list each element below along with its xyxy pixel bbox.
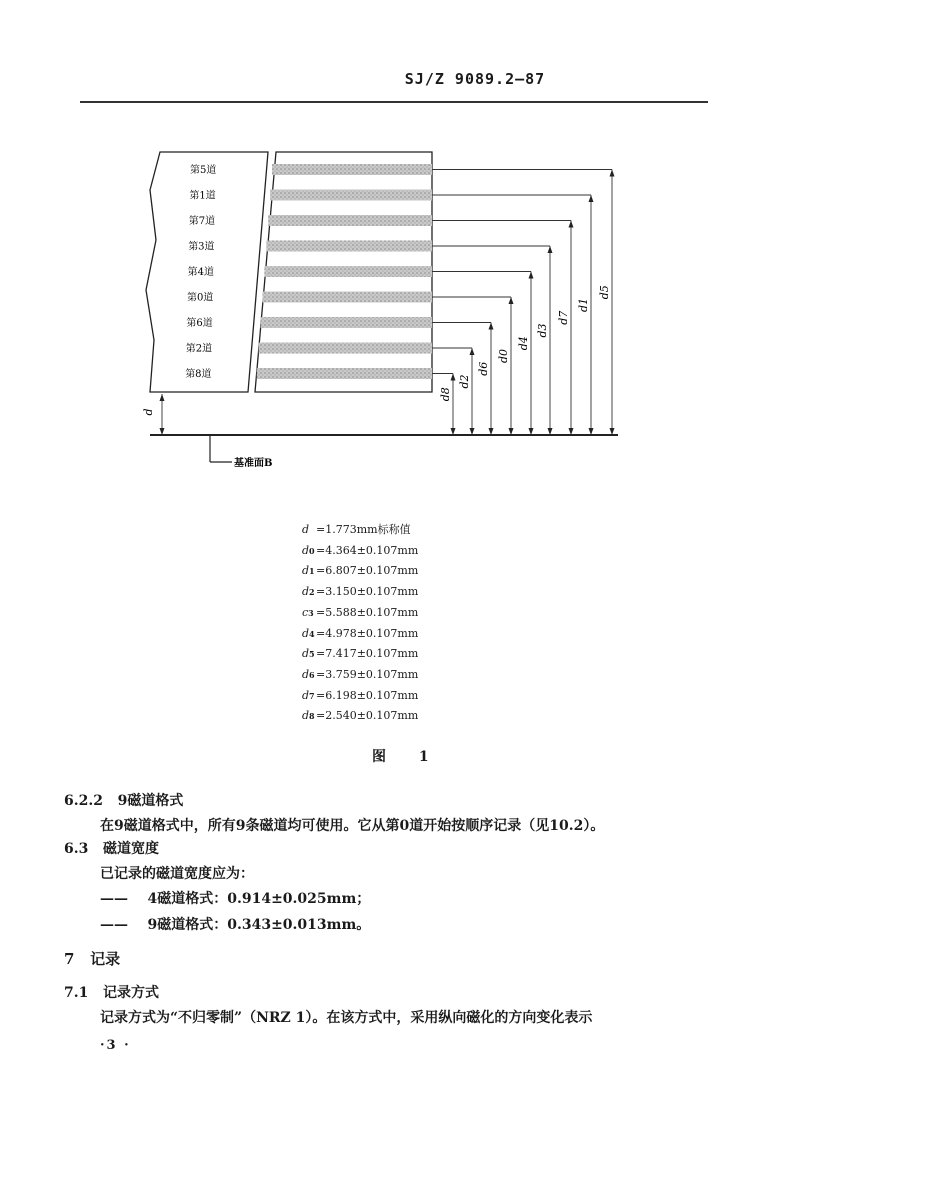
legend-symbol: d4 <box>302 626 315 640</box>
dimension-legend <box>302 520 418 727</box>
legend-value: =3.759±0.107mm <box>316 667 419 681</box>
arrow-down-icon <box>160 428 165 435</box>
track-label: 第1道 <box>189 190 216 202</box>
legend-subscript: 6 <box>309 669 315 680</box>
track-stripe <box>266 241 432 252</box>
legend-subscript: 8 <box>309 711 315 722</box>
legend-row <box>302 644 418 665</box>
track-stripe <box>257 368 432 379</box>
legend-symbol: d2 <box>302 585 315 599</box>
track-label: 第5道 <box>190 165 217 176</box>
legend-subscript: 4 <box>309 628 315 639</box>
list-dash: —— <box>100 917 128 933</box>
section-6-2-2-body: 在9磁道格式中，所有9条磁道均可使用。它从第0道开始按顺序记录（见10.2）。 <box>100 818 605 834</box>
legend-subscript: 7 <box>309 690 315 701</box>
track-stripe <box>272 164 432 175</box>
arrow-up-icon <box>529 272 534 279</box>
arrow-up-icon <box>589 195 594 202</box>
section-7-1-body: 记录方式为“不归零制”（NRZ 1）。在该方式中，采用纵向磁化的方向变化表示 <box>100 1010 593 1026</box>
section-7-1-heading <box>64 982 159 1002</box>
legend-value: =4.978±0.107mm <box>316 626 419 640</box>
arrow-down-icon <box>509 428 514 435</box>
track-stripe <box>264 266 432 277</box>
section-6-2-2-heading <box>64 790 183 810</box>
list-text: 4磁道格式：0.914±0.025mm； <box>147 891 371 907</box>
legend-value: =4.364±0.107mm <box>316 543 419 557</box>
legend-row <box>302 665 418 686</box>
arrow-up-icon <box>569 221 574 228</box>
page-number: ·3 · <box>100 1038 131 1053</box>
legend-symbol: c3 <box>302 605 314 619</box>
legend-symbol: d1 <box>302 564 315 578</box>
arrow-up-icon <box>548 246 553 253</box>
section-6-3-heading <box>64 838 159 858</box>
arrow-up-icon <box>470 348 475 355</box>
arrow-up-icon <box>489 323 494 330</box>
legend-value: =2.540±0.107mm <box>316 709 419 723</box>
legend-symbol: d <box>302 523 310 536</box>
track-stripe <box>259 343 432 354</box>
legend-row <box>302 603 418 624</box>
legend-value: =1.773mm标称值 <box>316 523 411 536</box>
arrow-down-icon <box>548 428 553 435</box>
list-item <box>100 888 370 908</box>
arrow-down-icon <box>529 428 534 435</box>
legend-subscript: 1 <box>309 566 315 577</box>
dimension-label: d7 <box>557 310 570 325</box>
dimension-label: d1 <box>577 297 590 313</box>
section-number: 6.3 <box>64 841 89 857</box>
track-stripe <box>261 317 432 328</box>
legend-value: =3.150±0.107mm <box>316 585 419 599</box>
track-label: 第4道 <box>187 267 214 278</box>
legend-row <box>302 706 418 727</box>
dimension-label: d0 <box>497 348 510 364</box>
document-header: SJ/Z 9089.2—87 <box>404 70 546 88</box>
track-label: 第6道 <box>186 318 213 329</box>
dimension-label: d2 <box>458 374 471 389</box>
arrow-down-icon <box>589 428 594 435</box>
d-label: d <box>142 408 155 416</box>
header-rule <box>80 101 708 103</box>
legend-symbol: d5 <box>302 647 315 661</box>
legend-symbol: d6 <box>302 667 315 681</box>
legend-symbol: d8 <box>302 709 315 723</box>
legend-row <box>302 520 418 541</box>
legend-value: =5.588±0.107mm <box>316 605 419 619</box>
section-title: 9磁道格式 <box>117 793 184 809</box>
legend-row <box>302 686 418 707</box>
arrow-down-icon <box>610 428 615 435</box>
legend-subscript: 2 <box>309 587 315 598</box>
legend-subscript: 3 <box>308 607 314 618</box>
legend-row <box>302 624 418 645</box>
section-7-heading <box>64 948 120 969</box>
section-number: 7.1 <box>64 985 89 1001</box>
tape-body <box>146 152 432 392</box>
arrow-down-icon <box>569 428 574 435</box>
track-label: 第7道 <box>188 216 216 227</box>
list-text: 9磁道格式：0.343±0.013mm。 <box>147 917 371 933</box>
legend-row <box>302 541 418 562</box>
dimension-label: d3 <box>536 323 549 338</box>
arrow-up-icon <box>509 297 514 304</box>
dimension-label: d8 <box>439 387 452 402</box>
legend-row <box>302 582 418 603</box>
track-label: 第0道 <box>187 292 214 304</box>
arrow-up-icon <box>451 374 456 381</box>
arrow-down-icon <box>451 428 456 435</box>
legend-subscript: 5 <box>309 649 315 660</box>
section-title: 记录 <box>90 950 121 968</box>
legend-symbol: d0 <box>302 543 315 557</box>
section-number: 6.2.2 <box>64 793 103 809</box>
arrow-down-icon <box>470 428 475 435</box>
section-title: 磁道宽度 <box>102 841 159 857</box>
track-stripe <box>270 190 432 201</box>
datum-label: 基准面B <box>234 458 273 469</box>
section-number: 7 <box>64 950 75 968</box>
section-6-3-intro: 已记录的磁道宽度应为： <box>100 866 254 882</box>
arrow-down-icon <box>489 428 494 435</box>
track-stripe <box>263 292 433 303</box>
track-stripe <box>268 215 432 226</box>
legend-subscript: 0 <box>309 545 315 556</box>
legend-value: =7.417±0.107mm <box>316 647 419 661</box>
track-diagram <box>0 140 640 490</box>
track-label: 第3道 <box>188 241 215 253</box>
dimension-label: d4 <box>517 336 530 351</box>
track-label: 第2道 <box>185 343 213 355</box>
list-item <box>100 914 370 934</box>
dimension-label: d5 <box>598 285 611 300</box>
track-label: 第8道 <box>185 369 212 380</box>
dimension-label: d6 <box>477 361 490 376</box>
legend-value: =6.198±0.107mm <box>316 688 419 702</box>
legend-row <box>302 561 418 582</box>
section-title: 记录方式 <box>102 985 159 1001</box>
figure-caption: 图 1 <box>372 749 443 765</box>
list-dash: —— <box>100 891 128 907</box>
arrow-up-icon <box>160 394 165 401</box>
legend-symbol: d7 <box>302 688 315 702</box>
legend-value: =6.807±0.107mm <box>316 564 419 578</box>
arrow-up-icon <box>610 170 615 177</box>
